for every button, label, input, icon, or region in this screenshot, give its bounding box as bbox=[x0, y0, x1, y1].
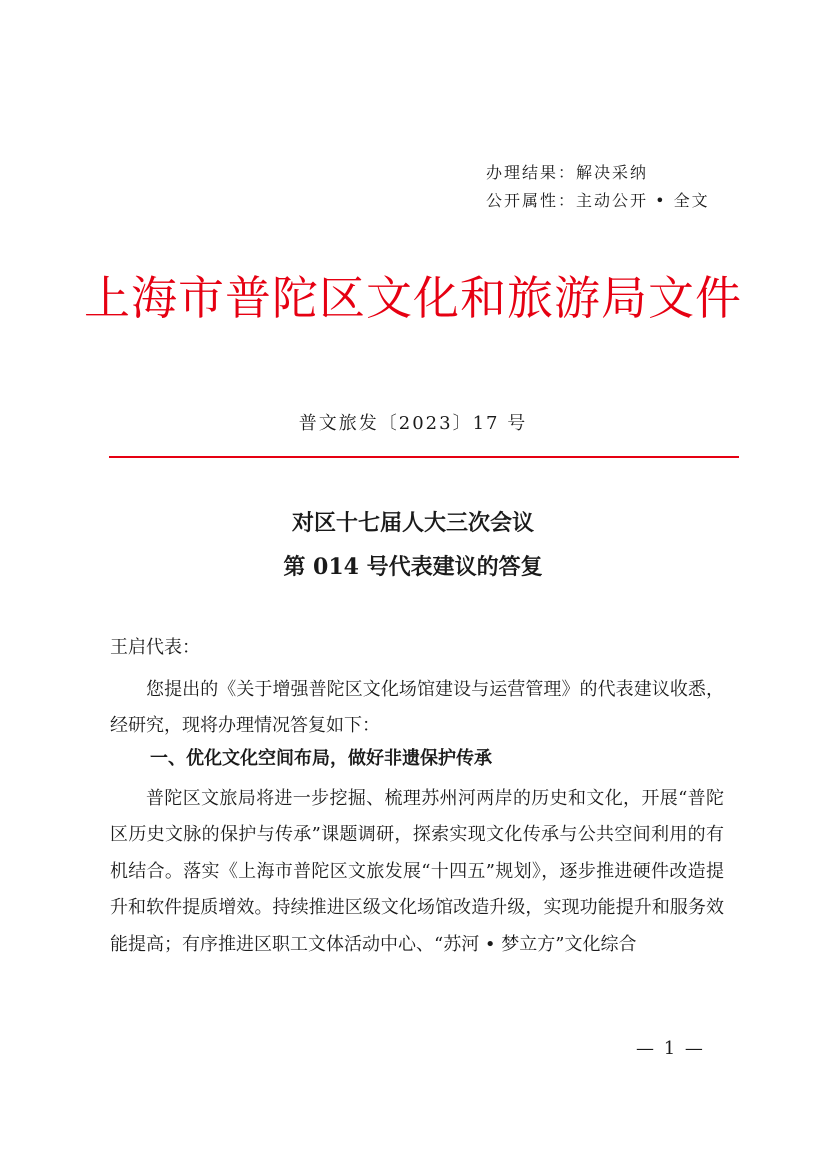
subject-line-1: 对区十七届人大三次会议 bbox=[291, 510, 534, 536]
subject-line-2: 第 014 号代表建议的答复 bbox=[283, 554, 543, 580]
body-paragraph-2: 普陀区文旅局将进一步挖掘、梳理苏州河两岸的历史和文化，开展“普陀区历史文脉的保护与传承”课题调研，探索实现文化传承与公共空间利用的有机结合。落实《上海市普陀区文旅发展“十四五”规划》，逐步推进硬件改造提升和软件提质增效。持续推进区级文化场馆改造升级，实现功能提升和服务效能提高；有序推进区职工文体活动中心、“苏河 • 梦立方”文化综合 bbox=[110, 788, 724, 955]
body-paragraph-1: 您提出的《关于增强普陀区文化场馆建设与运营管理》的代表建议收悉，经研究，现将办理情况答复如下： bbox=[110, 679, 724, 737]
issuer-title: 上海市普陀区文化和旅游局文件 bbox=[84, 271, 742, 325]
document-number: 普文旅发〔2023〕17 号 bbox=[298, 413, 528, 434]
section-heading-1: 一、优化文化空间布局，做好非遗保护传承 bbox=[150, 748, 492, 769]
disclosure-attribute: 公开属性：主动公开 • 全文 bbox=[486, 191, 710, 210]
salutation: 王启代表： bbox=[110, 637, 200, 658]
red-divider bbox=[109, 456, 739, 458]
handling-result: 办理结果：解决采纳 bbox=[486, 163, 649, 182]
page-number: — 1 — bbox=[636, 1038, 705, 1059]
